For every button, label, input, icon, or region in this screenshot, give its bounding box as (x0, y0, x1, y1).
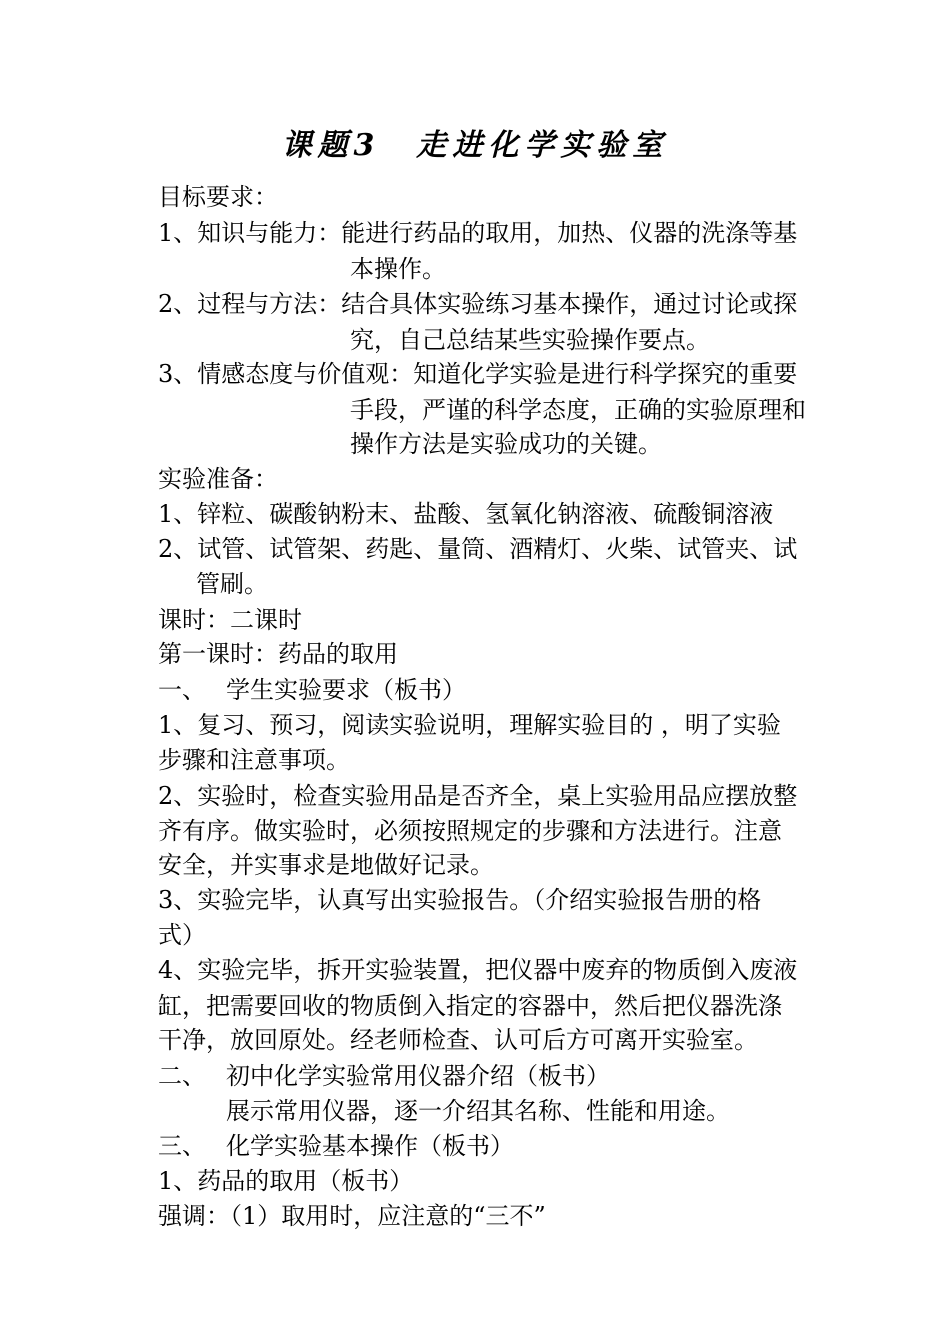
prep-item-2-line-1: 2、试管、试管架、药匙、量筒、酒精灯、火柴、试管夹、试 (158, 535, 798, 563)
goal-3-line-3: 操作方法是实验成功的关键。 (350, 430, 662, 458)
section-1-text: 学生实验要求（板书） (226, 676, 466, 704)
goals-heading: 目标要求： (158, 183, 278, 211)
requirement-4-line-1: 4、实验完毕，拆开实验装置，把仪器中废弃的物质倒入废液 (158, 956, 798, 984)
prep-item-2-line-2: 管刷。 (196, 570, 268, 598)
requirement-1-line-2: 步骤和注意事项。 (158, 746, 350, 774)
prep-heading: 实验准备： (158, 465, 278, 493)
goal-3-line-1: 3、情感态度与价值观：知道化学实验是进行科学探究的重要 (158, 360, 798, 388)
operation-1-line: 1、药品的取用（板书） (158, 1167, 414, 1195)
section-3-number: 三、 (158, 1132, 206, 1160)
section-2-heading (158, 1059, 610, 1093)
section-3-heading (158, 1129, 514, 1163)
goal-2-line-1: 2、过程与方法：结合具体实验练习基本操作，通过讨论或探 (158, 290, 798, 318)
section-1-heading (158, 673, 466, 707)
requirement-2-line-3: 安全，并实事求是地做好记录。 (158, 851, 494, 879)
goal-1-line-2: 本操作。 (350, 255, 446, 283)
requirement-4-line-3: 干净，放回原处。经老师检查、认可后方可离开实验室。 (158, 1026, 758, 1054)
requirement-2-line-2: 齐有序。做实验时，必须按照规定的步骤和方法进行。注意 (158, 817, 782, 845)
document-title: 课题3 走进化学实验室 (281, 128, 669, 163)
requirement-1-line-1: 1、复习、预习，阅读实验说明，理解实验目的 ，明了实验 (158, 711, 781, 739)
requirement-4-line-2: 缸，把需要回收的物质倒入指定的容器中，然后把仪器洗涤 (158, 992, 782, 1020)
section-1-number: 一、 (158, 676, 206, 704)
section-2-number: 二、 (158, 1062, 206, 1090)
section-3-text: 化学实验基本操作（板书） (226, 1132, 514, 1160)
requirement-2-line-1: 2、实验时，检查实验用品是否齐全，桌上实验用品应摆放整 (158, 782, 798, 810)
section-2-body: 展示常用仪器，逐一介绍其名称、性能和用途。 (226, 1097, 730, 1125)
requirement-3-line-1: 3、实验完毕，认真写出实验报告。（介绍实验报告册的格 (158, 886, 762, 914)
section-2-text: 初中化学实验常用仪器介绍（板书） (226, 1062, 610, 1090)
prep-item-1: 1、锌粒、碳酸钠粉末、盐酸、氢氧化钠溶液、硫酸铜溶液 (158, 500, 774, 528)
emphasis-line: 强调：（1）取用时，应注意的“三不” (158, 1202, 546, 1230)
goal-2-line-2: 究，自己总结某些实验操作要点。 (350, 326, 710, 354)
period-line: 课时：二课时 (158, 606, 302, 634)
requirement-3-line-2: 式） (158, 921, 206, 949)
goal-1-line-1: 1、知识与能力：能进行药品的取用，加热、仪器的洗涤等基 (158, 219, 798, 247)
goal-3-line-2: 手段，严谨的科学态度，正确的实验原理和 (350, 396, 806, 424)
first-period-line: 第一课时：药品的取用 (158, 640, 398, 668)
